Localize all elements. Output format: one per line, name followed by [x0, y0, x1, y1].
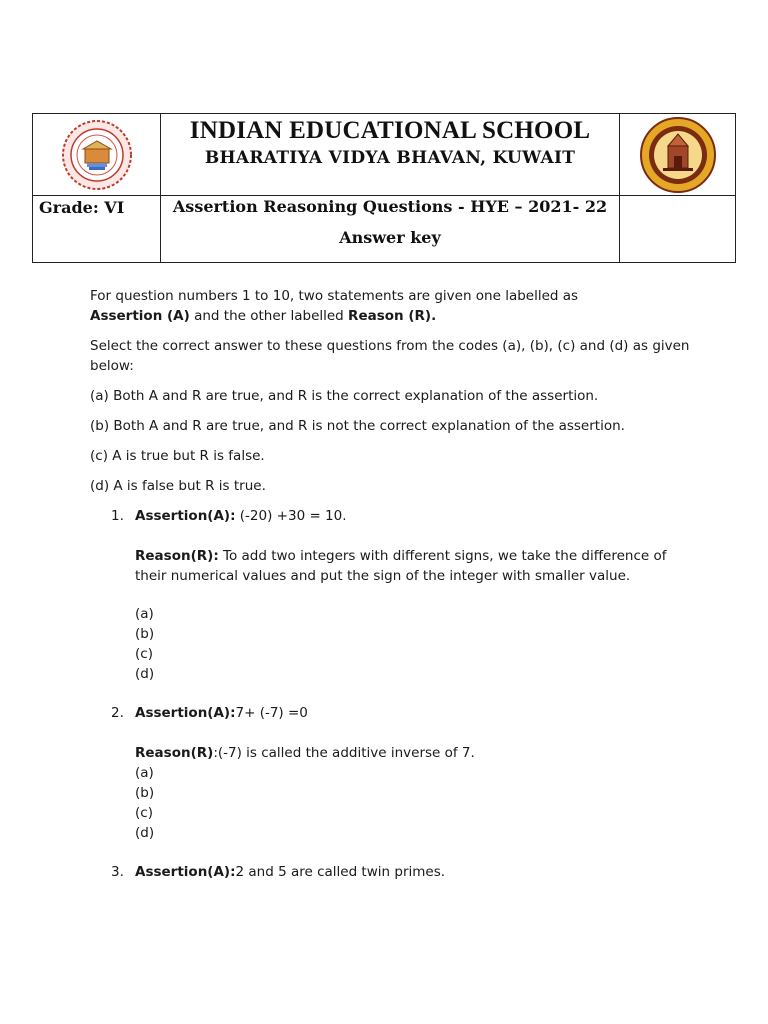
grade-label: Grade: VI: [39, 198, 125, 217]
assertion-label: Assertion(A):: [135, 864, 236, 880]
answer-key-label: Answer key: [339, 228, 441, 247]
question-3: [90, 862, 690, 882]
select-instruction: Select the correct answer to these questions from the codes (a), (b), (c) and (d) as given below:: [90, 338, 690, 374]
option-d: (d): [135, 825, 155, 841]
question-number: 3.: [111, 864, 124, 880]
question-2: [90, 703, 690, 843]
option-list: [135, 604, 690, 684]
assertion-text: (-20) +30 = 10.: [235, 508, 347, 524]
reason-text: To add two integers with different signs, we take the difference of their numerical values and put the sign of the integer with smaller value.: [135, 548, 667, 584]
school-emblem-icon: [61, 119, 133, 191]
question-reason: [135, 743, 690, 763]
option-b: (b): [135, 785, 155, 801]
option-a: (a): [135, 606, 154, 622]
school-name: INDIAN EDUCATIONAL SCHOOL: [189, 117, 591, 144]
code-c: (c) A is true but R is false.: [90, 448, 265, 464]
option-b: (b): [135, 626, 155, 642]
assertion-text: 7+ (-7) =0: [235, 705, 308, 721]
school-subtitle: BHARATIYA VIDYA BHAVAN, KUWAIT: [204, 148, 576, 168]
header-table: [32, 113, 736, 263]
empty-cell: [620, 196, 736, 263]
grade-cell: [33, 196, 161, 263]
question-number: 2.: [111, 705, 124, 721]
option-c: (c): [135, 805, 153, 821]
left-logo-cell: [33, 114, 161, 196]
subject-cell: [161, 196, 620, 263]
assertion-text: 2 and 5 are called twin primes.: [235, 864, 446, 880]
option-c: (c): [135, 646, 153, 662]
option-d: (d): [135, 666, 155, 682]
question-assertion: [135, 506, 690, 526]
title-cell: [161, 114, 620, 196]
code-b: (b) Both A and R are true, and R is not the correct explanation of the assertion.: [90, 418, 625, 434]
assertion-label: Assertion(A):: [135, 705, 236, 721]
document-body: [90, 286, 690, 882]
reason-label: Reason(R):: [135, 548, 219, 564]
reason-label: Reason (R).: [348, 308, 437, 324]
code-d: (d) A is false but R is true.: [90, 478, 266, 494]
intro-connector: and the other labelled: [189, 308, 349, 324]
assertion-label: Assertion(A):: [135, 508, 236, 524]
question-reason: [135, 546, 690, 586]
intro-paragraph: [90, 286, 690, 326]
reason-label: Reason(R): [135, 745, 214, 761]
option-list: [135, 763, 690, 843]
reason-text: :(-7) is called the additive inverse of 7.: [213, 745, 475, 761]
right-logo-cell: [620, 114, 736, 196]
question-assertion: [135, 703, 690, 723]
question-number: 1.: [111, 508, 124, 524]
assertion-label: Assertion (A): [90, 308, 190, 324]
intro-text: For question numbers 1 to 10, two statements are given one labelled as: [90, 288, 579, 304]
bhavan-emblem-icon: [639, 116, 717, 194]
option-a: (a): [135, 765, 154, 781]
question-assertion: [135, 862, 690, 882]
question-1: [90, 506, 690, 684]
code-a: (a) Both A and R are true, and R is the correct explanation of the assertion.: [90, 388, 599, 404]
subject-title: Assertion Reasoning Questions - HYE – 2021- 22: [172, 197, 608, 216]
